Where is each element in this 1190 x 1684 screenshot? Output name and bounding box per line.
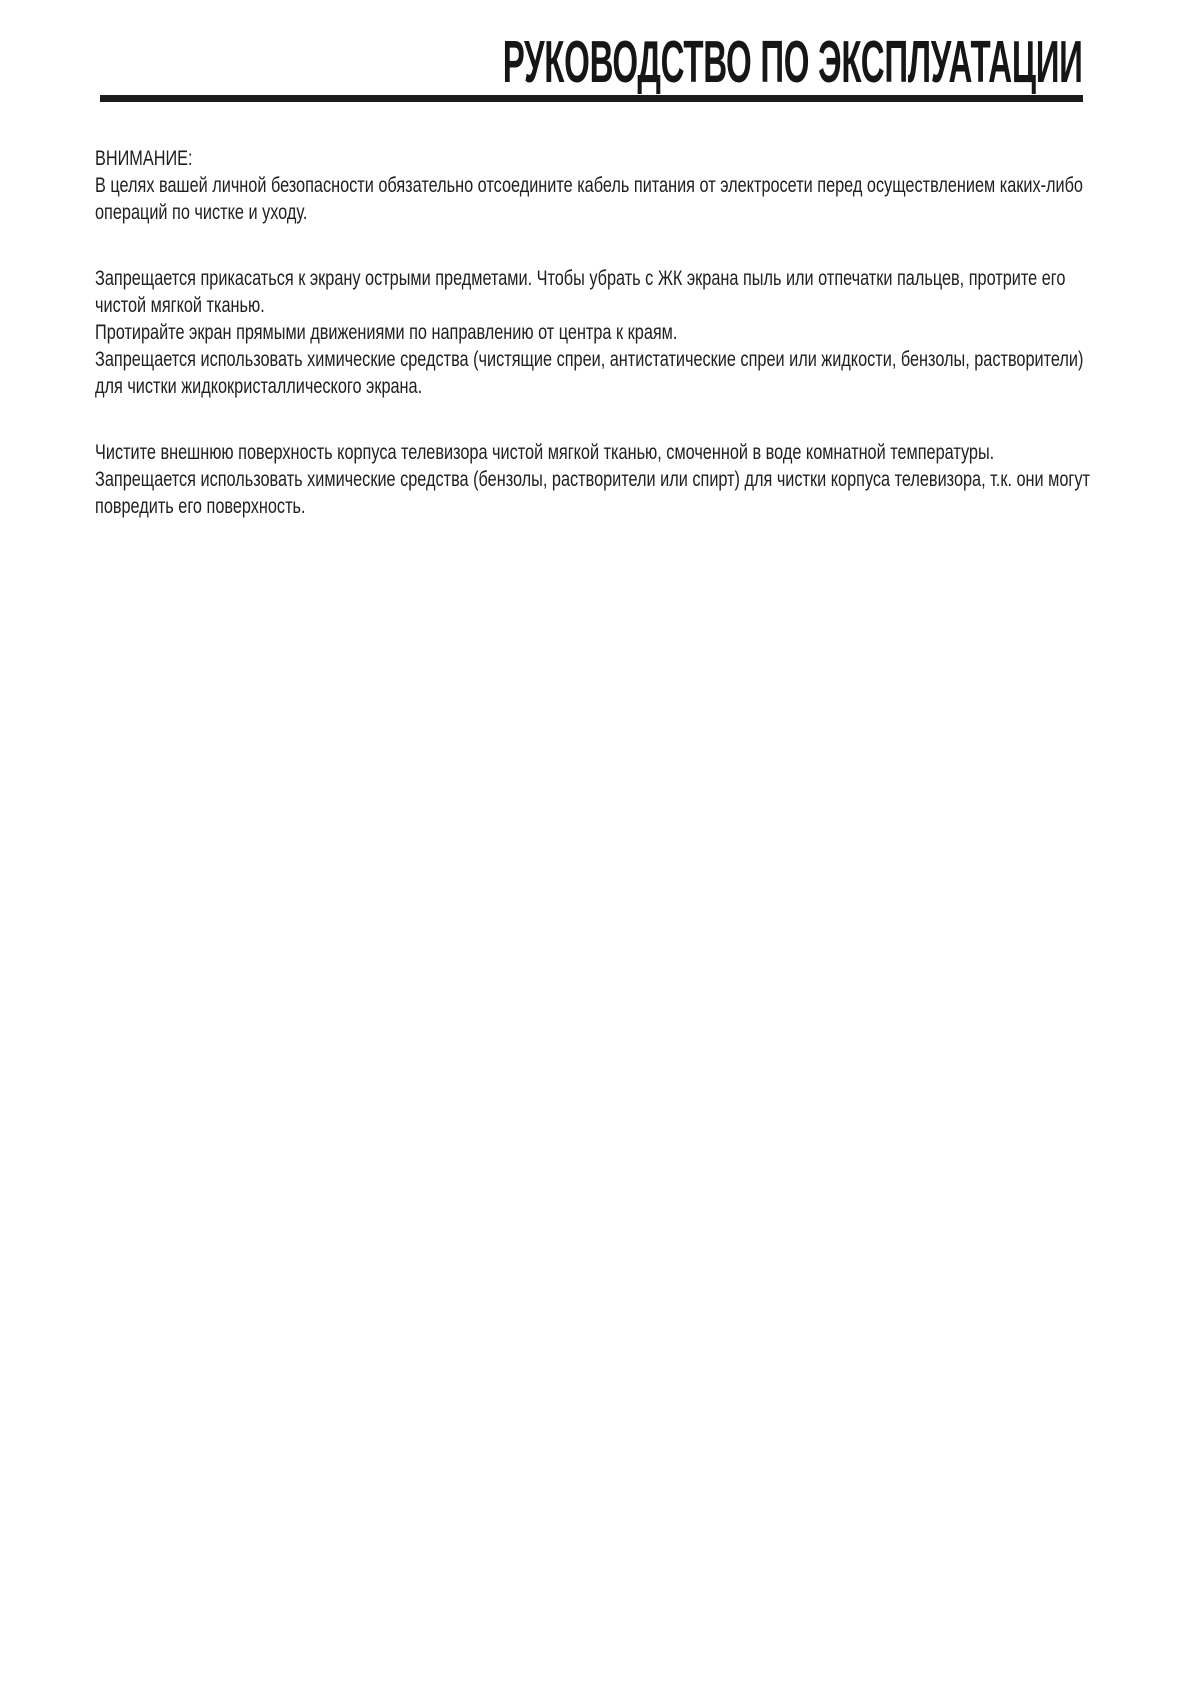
paragraph [95,439,1118,520]
paragraph [95,145,1118,226]
text-line: Запрещается прикасаться к экрану острыми предметами. Чтобы убрать с ЖК экрана пыль или отпечатки пальцев, протрите его [95,267,1066,290]
text-line: Запрещается использовать химические средства (бензолы, растворители или спирт) для чистки корпуса телевизора, т.к. они могут [95,468,1090,491]
text-line: чистой мягкой тканью. [95,294,265,317]
paragraph [95,265,1118,400]
text-line: для чистки жидкокристаллического экрана. [95,375,423,398]
text-line: операций по чистке и уходу. [95,201,308,224]
text-line: ВНИМАНИЕ: [95,147,193,170]
text-line: Запрещается использовать химические средства (чистящие спреи, антистатические спреи или жидкости, бензолы, растворители) [95,348,1084,371]
title-rule [100,95,1083,102]
text-line: повредить его поверхность. [95,495,306,518]
page-title: РУКОВОДСТВО ПО ЭКСПЛУАТАЦИИ [503,29,1083,95]
body-text [95,145,1118,559]
text-line: Чистите внешнюю поверхность корпуса телевизора чистой мягкой тканью, смоченной в воде комнатной температуры. [95,441,995,464]
text-line: В целях вашей личной безопасности обязательно отсоедините кабель питания от электросети перед осуществлением каких-либо [95,174,1083,197]
text-line: Протирайте экран прямыми движениями по направлению от центра к краям. [95,321,678,344]
